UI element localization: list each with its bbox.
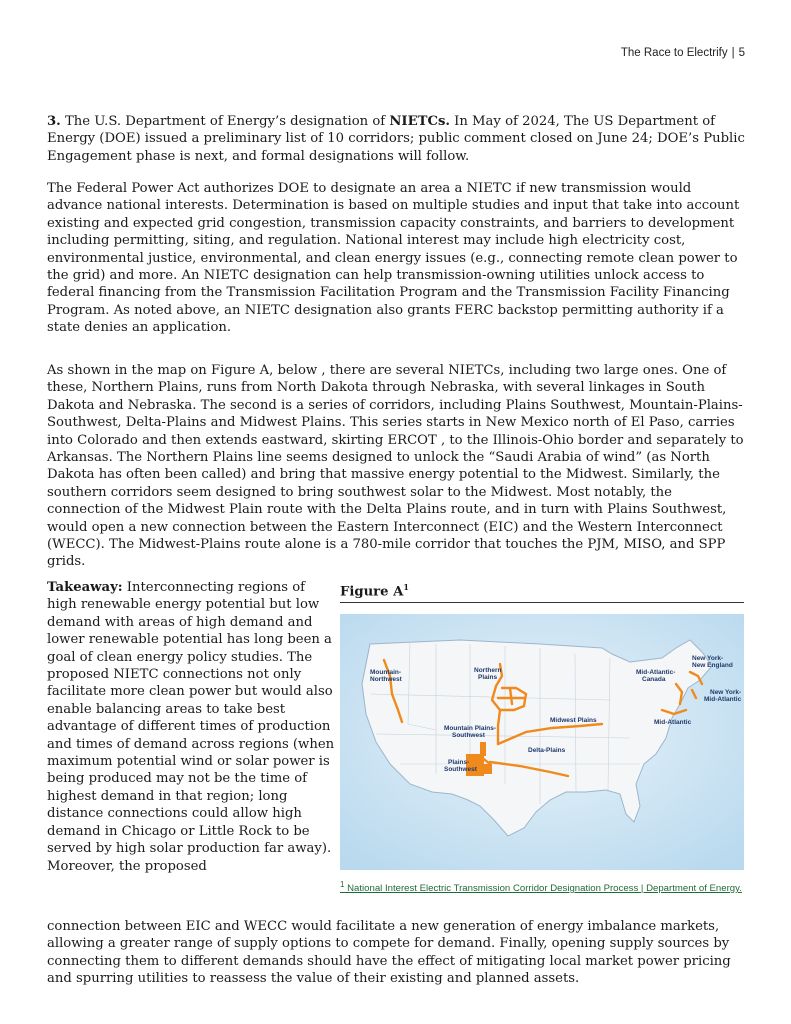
plains-southwest-block: [480, 742, 486, 756]
figure-a: [340, 579, 744, 870]
plains-southwest-block: [478, 764, 492, 774]
label-line: Northern: [474, 666, 502, 674]
us-map-svg: [340, 614, 744, 870]
page-header: [621, 47, 745, 59]
label-line: New York-: [692, 654, 724, 662]
paragraph-federal-power-act: [47, 180, 745, 337]
figure-title-sup: 1: [403, 582, 409, 592]
paragraph-text: The Federal Power Act authorizes DOE to designate an area a NIETC if new transmission would advance national interests. Determination is based on multiple studies and input that take into account existing and expected grid congestion, transmission capacity constraints, and barriers to development including permitting, siting, and regulation. National interest may include high electricity cost, environmental justice, environmental, and clean energy issues (e.g., connecting remote clean power to the grid) and more. An NIETC designation can help transmission-owning utilities unlock access to federal financing from the Transmission Facilitation Program and the Transmission Facility Financing Program. As noted above, an NIETC designation also grants FERC backstop permitting authority if a state denies an application.: [47, 181, 740, 336]
paragraph-map-description: [47, 362, 745, 571]
header-title: The Race to Electrify: [620, 47, 728, 59]
figure-title: [340, 579, 744, 601]
label-line: Mid-Atlantic-: [636, 668, 676, 676]
label-line: Mountain Plains-: [444, 724, 496, 732]
paragraph-text: connection between EIC and WECC would facilitate a new generation of energy imbalance markets, allowing a greater range of supply options to compete for demand. Finally, opening supply sources by connecting them to different demands should have the effect of mitigating local market power pricing and spurring utilities to reassess the value of their existing and planned assets.: [47, 919, 731, 987]
takeaway-continuation: [47, 918, 757, 988]
section-number: 3.: [47, 114, 61, 129]
footnote-text: National Interest Electric Transmission Corridor Designation Process | Department of Energy.: [344, 883, 742, 895]
page-number: 5: [738, 47, 745, 59]
paragraph-text: The U.S. Department of Energy’s designation of: [60, 114, 390, 129]
paragraph-nietcs: [47, 113, 745, 165]
figure-footnote-link[interactable]: [340, 880, 742, 894]
takeaway-paragraph: [47, 579, 337, 875]
label-line: Mid-Atlantic: [704, 695, 742, 703]
label-line: Plains: [478, 673, 498, 681]
label-mid-atlantic: Mid-Atlantic: [654, 718, 692, 726]
label-line: Mountain-: [370, 668, 402, 676]
label-line: Canada: [642, 675, 666, 683]
takeaway-text: Interconnecting regions of high renewable energy potential but low demand with areas of high demand and lower renewable potential has long been a goal of clean energy policy studies. The proposed NIETC connections not only facilitate more clean power but would also enable balancing areas to take best advantage of different times of production and times of demand across regions (when maximum potential wind or solar power is being produced may not be the time of highest demand in that region; long distance connections could allow high demand in Chicago or Little Rock to be served by high solar production far away). Moreover, the proposed: [47, 580, 335, 874]
label-line: Northwest: [370, 675, 402, 683]
figure-rule: [340, 602, 744, 603]
label-line: Plains-: [448, 758, 470, 766]
nietcs-term: NIETCs.: [389, 114, 450, 129]
paragraph-text: In May of 2024, The US Department of Energy (DOE) issued a preliminary list of 10 corridors; public comment closed on June 24; DOE’s Public Engagement phase is next, and formal designations will follow.: [47, 114, 745, 164]
figure-title-text: Figure A: [340, 584, 404, 600]
label-line: Southwest: [452, 731, 485, 739]
paragraph-text: As shown in the map on Figure A, below , there are several NIETCs, including two large ones. One of these, Northern Plains, runs from North Dakota through Nebraska, with several linkages in South Dakota and Nebraska. The second is a series of corridors, including Plains Southwest, Mountain-Plains-Southwest, Delta-Plains and Midwest Plains. This series starts in New Mexico north of El Paso, carries into Colorado and then extends eastward, skirting ERCOT , to the Illinois-Ohio border and separately to Arkansas. The Northern Plains line seems designed to unlock the “Saudi Arabia of wind” (as North Dakota has often been called) and bring that massive energy potential to the Midwest. Similarly, the southern corridors seem designed to bring southwest solar to the Midwest. Most notably, the connection of the Midwest Plain route with the Delta Plains route, and in turn with Plains Southwest, would open a new connection between the Eastern Interconnect (EIC) and the Western Interconnect (WECC). The Midwest-Plains route alone is a 780-mile corridor that touches the PJM, MISO, and SPP grids.: [47, 363, 744, 570]
us-corridor-map: [340, 614, 744, 870]
label-line: New England: [692, 661, 733, 669]
footnote-number: 1: [340, 880, 345, 889]
label-line: New York-: [710, 688, 742, 696]
header-separator: |: [731, 47, 735, 59]
label-ny-mid-atlantic: [704, 689, 742, 703]
label-mountain-northwest: [370, 669, 403, 683]
label-midwest-plains: Midwest Plains: [550, 716, 597, 724]
takeaway-label: Takeaway:: [47, 580, 123, 595]
label-line: Southwest: [444, 765, 477, 773]
label-delta-plains: Delta-Plains: [528, 746, 566, 754]
